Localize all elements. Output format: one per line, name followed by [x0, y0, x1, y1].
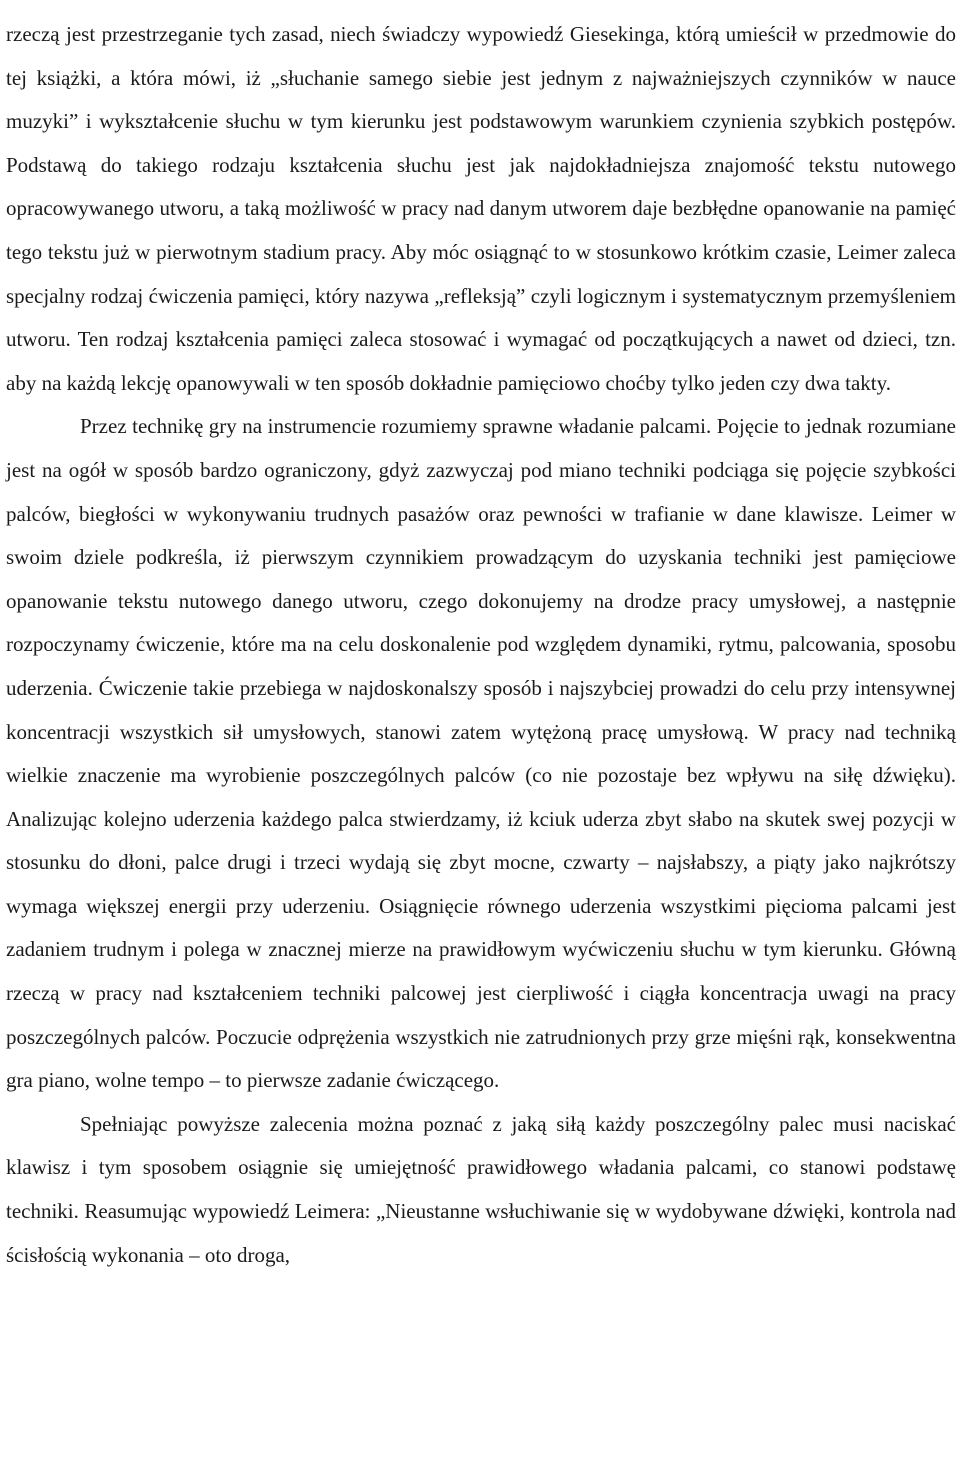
document-page: [6, 13, 956, 1277]
paragraph-2: Przez technikę gry na instrumencie rozumiemy sprawne władanie palcami. Pojęcie to jednak rozumiane jest na ogół w sposób bardzo ograniczony, gdyż zazwyczaj pod miano techniki podciąga się pojęcie szybkości palców, biegłości w wykonywaniu trudnych pasażów oraz pewności w trafianie w dane klawisze. Leimer w swoim dziele podkreśla, iż pierwszym czynnikiem prowadzącym do uzyskania techniki jest pamięciowe opanowanie tekstu nutowego danego utworu, czego dokonujemy na drodze pracy umysłowej, a następnie rozpoczynamy ćwiczenie, które ma na celu doskonalenie pod względem dynamiki, rytmu, palcowania, sposobu uderzenia. Ćwiczenie takie przebiega w najdoskonalszy sposób i najszybciej prowadzi do celu przy intensywnej koncentracji wszystkich sił umysłowych, stanowi zatem wytężoną pracę umysłową. W pracy nad techniką wielkie znaczenie ma wyrobienie poszczególnych palców (co nie pozostaje bez wpływu na siłę dźwięku). Analizując kolejno uderzenia każdego palca stwierdzamy, iż kciuk uderza zbyt słabo na skutek swej pozycji w stosunku do dłoni, palce drugi i trzeci wydają się zbyt mocne, czwarty – najsłabszy, a piąty jako najkrótszy wymaga większej energii przy uderzeniu. Osiągnięcie równego uderzenia wszystkimi pięcioma palcami jest zadaniem trudnym i polega w znacznej mierze na prawidłowym wyćwiczeniu słuchu w tym kierunku. Główną rzeczą w pracy nad kształceniem techniki palcowej jest cierpliwość i ciągła koncentracja uwagi na pracy poszczególnych palców. Poczucie odprężenia wszystkich nie zatrudnionych przy grze mięśni rąk, konsekwentna gra piano, wolne tempo – to pierwsze zadanie ćwiczącego.: [6, 414, 956, 1093]
paragraph-1: rzeczą jest przestrzeganie tych zasad, niech świadczy wypowiedź Giesekinga, którą umieścił w przedmowie do tej książki, a która mówi, iż „słuchanie samego siebie jest jednym z najważniejszych czynników w nauce muzyki” i wykształcenie słuchu w tym kierunku jest podstawowym warunkiem czynienia szybkich postępów. Podstawą do takiego rodzaju kształcenia słuchu jest jak najdokładniejsza znajomość tekstu nutowego opracowywanego utworu, a taką możliwość w pracy nad danym utworem daje bezbłędne opanowanie na pamięć tego tekstu już w pierwotnym stadium pracy. Aby móc osiągnąć to w stosunkowo krótkim czasie, Leimer zaleca specjalny rodzaj ćwiczenia pamięci, który nazywa „refleksją” czyli logicznym i systematycznym przemyśleniem utworu. Ten rodzaj kształcenia pamięci zaleca stosować i wymagać od początkujących a nawet od dzieci, tzn. aby na każdą lekcję opanowywali w ten sposób dokładnie pamięciowo choćby tylko jeden czy dwa takty.: [6, 22, 956, 395]
paragraph-3: Spełniając powyższe zalecenia można poznać z jaką siłą każdy poszczególny palec musi naciskać klawisz i tym sposobem osiągnie się umiejętność prawidłowego władania palcami, co stanowi podstawę techniki. Reasumując wypowiedź Leimera: „Nieustanne wsłuchiwanie się w wydobywane dźwięki, kontrola nad ścisłością wykonania – oto droga,: [6, 1111, 956, 1267]
